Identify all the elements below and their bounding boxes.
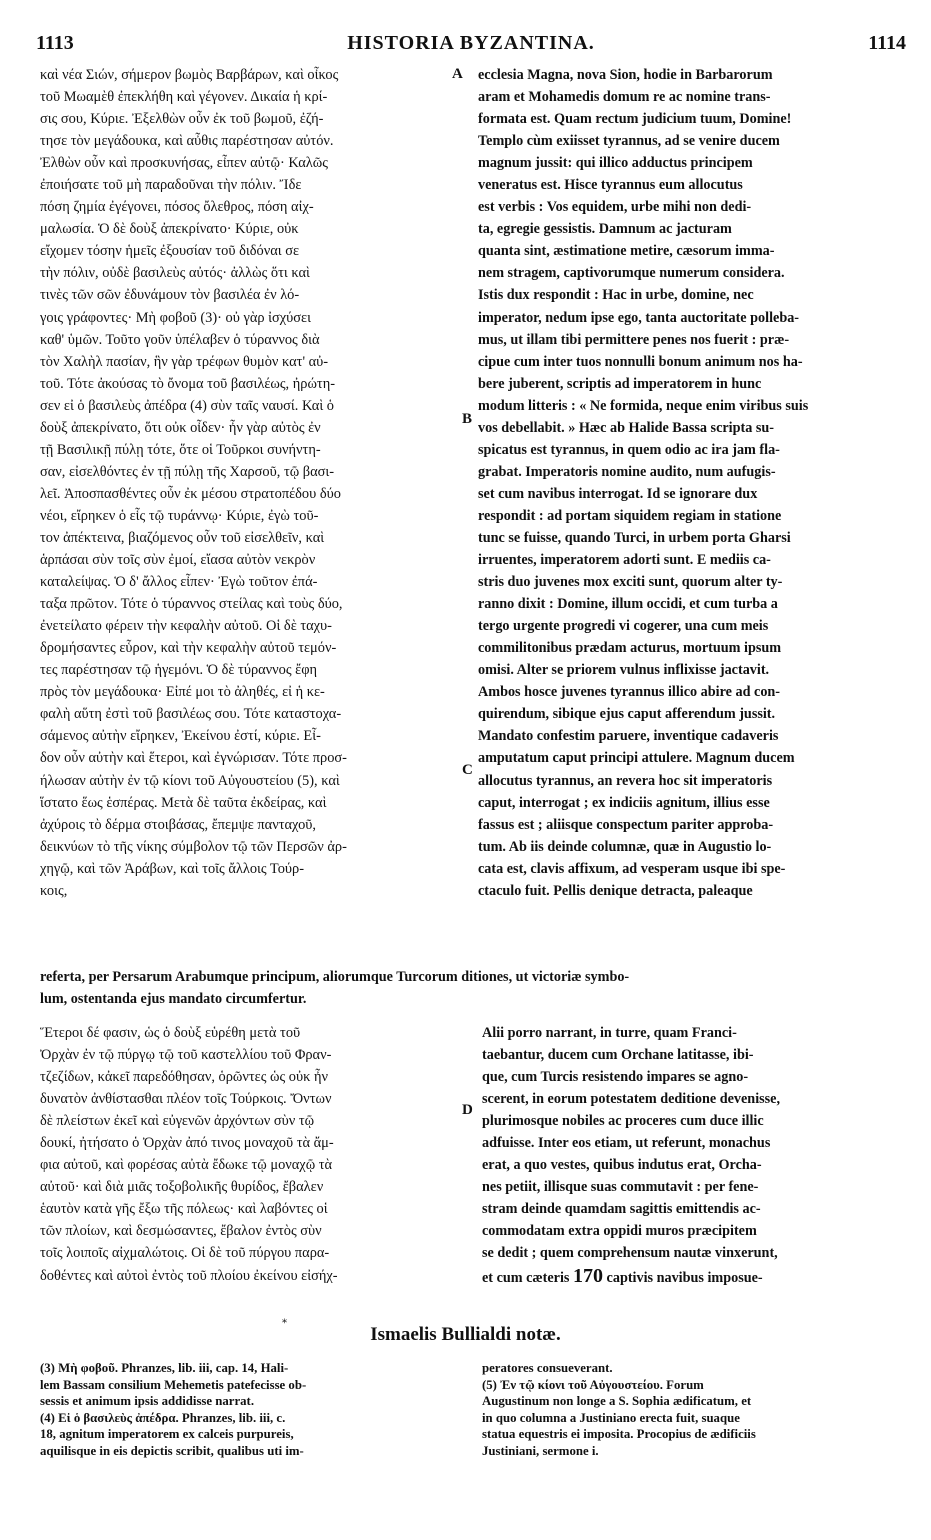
text-line: amputatum caput principi attulere. Magnum ducem [478,750,795,767]
text-line: γοις γράφοντες· Μὴ φοβοῦ (3)· οὐ γὰρ ἰσχύσει [40,309,311,326]
text-line: καθ' ὑμῶν. Τοῦτο γοῦν ὑπέλαβεν ὁ τύραννος διὰ [40,331,320,348]
margin-letter-c: C [462,762,473,778]
text-line: αὐτοῦ· καὶ διὰ μιᾶς τοξοβολικῆς θυρίδος, ἔβαλεν [40,1179,324,1196]
text-line: τοῖς λοιποῖς αἰχμαλώτοις. Οἱ δὲ τοῦ πύργου παρα- [40,1245,330,1262]
text-line: aram et Mohamedis domum re ac nomine trans- [478,89,771,106]
text-line: allocutus tyrannus, an revera hoc sit imperatoris [478,772,773,789]
note-line: (5) Ἐν τῷ κίονι τοῦ Αὐγουστείου. Forum [482,1377,704,1392]
text-line: δυνατὸν ἀνθίστασθαι πλέον τοῖς Τούρκοις. Ὄντων [40,1091,332,1108]
text-line: φαλὴ αὕτη ἐστὶ τοῦ βασιλέως σου. Τότε καταστοχα- [40,706,342,723]
note-line: 18, agnitum imperatorem ex calceis purpureis, [40,1427,294,1441]
text-line: commodatam extra oppidi muros præcipitem [482,1223,757,1240]
text-line: ctaculo fuit. Pellis denique detracta, paleaque [478,882,753,899]
note-line: Justiniani, sermone i. [482,1443,599,1458]
text-line: τησε τὸν μεγάδουκα, καὶ αὖθις παρέστησαν αὐτόν. [40,133,334,150]
text-line: σεν εἰ ὁ βασιλεὺς ἀπέδρα (4) σὺν ταῖς ναυσί. Καὶ ὁ [40,397,335,414]
text-line: κοις, [40,882,68,899]
text-line: δοὺξ ἀπεκρίνατο, ὅτι οὐκ οἶδεν· ἦν γὰρ αὐτὸς ἐν [40,419,321,436]
text-line: respondit : ad portam siquidem regiam in statione [478,507,782,524]
text-line: τοῦ. Τότε ἀκούσας τὸ ὄνομα τοῦ βασιλέως, ἠρώτη- [40,375,336,392]
text-line: τὸν Χαλὴλ πασίαν, ἣν γὰρ τρέφων θυμὸν κατ' αὐ- [40,353,329,370]
text-line: Ambos hosce juvenes tyrannus illico abire ad con- [478,684,781,701]
notes-left-column [40,1360,454,1459]
text-line: ecclesia Magna, nova Sion, hodie in Barbarorum [478,67,773,83]
text-line: Alii porro narrant, in turre, quam Franci- [482,1025,737,1041]
text-line: δρομήσαντες εὗρον, καὶ τὴν κεφαλὴν αὐτοῦ τεμόν- [40,640,337,657]
text-line: τὴν πόλιν, οὐδὲ βασιλεὺς αὐτός· ἀλλὼς ὅτι καὶ [40,265,310,282]
text-line: set cum navibus interrogat. Id se ignorare dux [478,485,758,502]
latin-column-bottom [482,1022,896,1289]
text-line: taebantur, ducem cum Orchane latitasse, ibi- [482,1047,754,1064]
text-line: Ἕτεροι δέ φασιν, ὡς ὁ δοὺξ εὑρέθη μετὰ τοῦ [40,1025,301,1041]
text-line: δοθέντες καὶ αὐτοὶ ἐντὸς τοῦ πλοίου ἐκείνου εἰσήχ- [40,1267,338,1284]
text-line: δὲ πλείστων ἐκεῖ καὶ εὐγενῶν ἀρχόντων σὺν τῷ [40,1113,315,1130]
note-line: (3) Μὴ φοβοῦ. Phranzes, lib. iii, cap. 14, Hali- [40,1361,289,1375]
text-line: grabat. Imperatoris nomine audito, num aufugis- [478,463,776,480]
text-line: χηγῷ, καὶ τῶν Ἀράβων, καὶ τοῖς ἄλλοις Τούρ- [40,860,305,877]
text-line: τῇ Βασιλικῇ πύλῃ τότε, ὅτε οἱ Τοῦρκοι συνήντη- [40,441,321,458]
latin-bottom-last-line: et cum cæteris 170 captivis navibus imposue- [482,1264,763,1287]
text-line: ἵστατο ἕως ἑσπέρας. Μετὰ δὲ ταῦτα ἐκδείρας, καὶ [40,794,327,811]
text-line: imperator, nedum ipse ego, tanta auctoritate polleba- [478,309,800,326]
text-line: Istis dux respondit : Hac in urbe, domine, nec [478,287,754,304]
text-line: tergo urgente progredi vi cogerer, una cum meis [478,618,769,635]
text-line: stram deinde quamdam sagittis emittendis ac- [482,1201,761,1218]
latin-column-top [478,64,896,902]
text-line: ta, egregie gessistis. Damnum ac jacturam [478,221,732,238]
text-line: vos debellabit. » Hæc ab Halide Bassa scripta su- [478,419,774,436]
text-line: τζεζίδων, κἀκεῖ παρεδόθησαν, ὁρῶντες ὡς οὐκ ἦν [40,1069,328,1086]
text-line: veneratus est. Hisce tyrannus eum allocutus [478,177,743,194]
text-line: formata est. Quam rectum judicium tuum, Domine! [478,111,792,128]
notes-title: Ismaelis Bullialdi notæ. [370,1324,561,1345]
text-line: omisi. Alter se priorem vulnus inflixisse jactavit. [478,662,770,679]
note-line: lem Bassam consilium Mehemetis patefecisse ob- [40,1377,307,1392]
margin-letter-d: D [462,1102,473,1118]
text-line: πόση ζημία ἐγέγονει, πόσος ὄλεθρος, πόση αἰχ- [40,199,314,216]
text-line: caput, interrogat ; ex indiciis agnitum, illius esse [478,794,770,811]
text-line: nem stragem, captivorumque numerum considera. [478,265,785,282]
text-line: ἀχύροις τὸ δέρμα στοιβάσας, ἔπεμψε πανταχοῦ, [40,816,317,833]
note-line: sessis et animum ipsis addidisse narrat. [40,1394,255,1408]
text-line: bere juberent, scriptis ad imperatorem in hunc [478,375,762,392]
text-line: καὶ νέα Σιών, σήμερον βωμὸς Βαρβάρων, καὶ οἶκος [40,67,339,83]
notes-right-column [482,1360,896,1459]
text-line: φια αὐτοῦ, καὶ φορέσας αὐτὰ ἔδωκε τῷ μοναχῷ τὰ [40,1157,333,1174]
text-line: τοῦ Μωαμὲθ ἐπεκλήθη καὶ γέγονεν. Δικαία ἡ κρί- [40,89,328,106]
note-line: (4) Εἰ ὁ βασιλεὺς ἀπέδρα. Phranzes, lib. iii, c. [40,1410,286,1425]
running-title: HISTORIA BYZANTINA. [347,32,595,54]
text-line: ταξα πρῶτον. Τότε ὁ τύραννος στείλας καὶ τοὺς δύο, [40,596,343,613]
text-line: τῶν πλοίων, καὶ δεσμώσαντες, ἔβαλον ἐντὸς σὺν [40,1223,322,1240]
text-line: δουκί, ἠτήσατο ὁ Ὀρχὰν ἀπό τινος μοναχοῦ τὰ ἄμ- [40,1135,334,1152]
notes-ornament: * [282,1318,287,1329]
text-line: que, cum Turcis resistendo impares se agno- [482,1069,749,1086]
greek-column-top [40,64,450,902]
text-line: εἴχομεν τόσην ἡμεῖς ἐξουσίαν τοῦ διδόναι σε [40,243,300,260]
text-line: μαλωσία. Ὁ δὲ δοὺξ ἀπεκρίνατο· Κύριε, οὐκ [40,221,299,238]
text-line: ήλωσαν αὐτὴν ἐν τῷ κίονι τοῦ Αὐγουστείου (5), καὶ [40,772,340,789]
greek-column-bottom [40,1022,454,1287]
note-line: statua equestris ei imposita. Procopius de ædificiis [482,1427,756,1441]
text-line: τον ἀπέκτεινα, βιαζόμενος οὖν τοῦ εἰσελθεῖν, καὶ [40,529,325,546]
text-line: πρὸς τὸν μεγάδουκα· Εἰπέ μοι τὸ ἀληθές, εἰ ἡ κε- [40,684,325,701]
text-line: est verbis : Vos equidem, urbe mihi non dedi- [478,199,752,216]
text-line: καταλείψας. Ὁ δ' ἄλλος εἶπεν· Ἐγὼ τοῦτον ἐπά- [40,574,318,591]
text-line: Mandato confestim paruere, inventique cadaveris [478,728,779,745]
full-width-line-2: lum, ostentanda ejus mandato circumfertur. [40,991,307,1007]
text-line: modum litteris : « Ne formida, neque enim viribus suis [478,397,809,414]
text-line: quanta sint, æstimatione metire, cæsorum imma- [478,243,775,260]
note-line: in quo columna a Justiniano erecta fuit, suaque [482,1410,740,1425]
text-line: tum. Ab iis deinde columnæ, quæ in Augustio lo- [478,838,772,855]
text-line: adfuisse. Inter eos etiam, ut referunt, monachus [482,1135,771,1152]
running-header [36,32,906,58]
note-line: peratores consueverant. [482,1361,613,1375]
text-line: plurimosque nobiles ac proceres cum duce illic [482,1113,764,1130]
text-line: ranno dixit : Domine, illum occidi, et cum turba a [478,596,778,613]
text-line: λεῖ. Ἀποσπασθέντες οὖν ἐκ μέσου στρατοπέδου δύο [40,485,341,502]
full-width-line-1: referta, per Persarum Arabumque principum, aliorumque Turcorum ditiones, ut victoriæ symbo- [40,969,630,985]
text-line: commilitonibus prædam acturus, mortuum ipsum [478,640,782,657]
margin-letter-a: A [452,66,463,82]
page-number-right: 1114 [868,32,906,54]
text-line: cipue cum inter tuos nonnulli bonum animum nos ha- [478,353,803,370]
text-line: σαν, εἰσελθόντες ἐν τῇ πύλῃ τῆς Χαρσοῦ, τῷ βασι- [40,463,335,480]
text-line: τες παρέστησαν τῷ ἡγεμόνι. Ὁ δὲ τύραννος ἔφη [40,662,318,679]
text-line: Ὀρχὰν ἐν τῷ πύργῳ τῷ τοῦ καστελλίου τοῦ Φραν- [40,1047,332,1064]
text-line: stris duo juvenes mox exciti sunt, quorum alter ty- [478,574,783,591]
text-line: σις σου, Κύριε. Ἐξελθὼν οὖν ἐκ τοῦ βωμοῦ, ἐζή- [40,111,324,128]
text-line: erat, a quo vestes, quibus indutus erat, Orcha- [482,1157,762,1174]
page-number-left: 1113 [36,32,74,54]
text-line: ἑαυτὸν κατὰ γῆς ἔξω τῆς πόλεως· καὶ λαβόντες οἱ [40,1201,328,1218]
text-line: irruentes, imperatorem adorti sunt. E mediis ca- [478,552,771,569]
text-line: spicatus est tyrannus, in quem odio ac ira jam fla- [478,441,780,458]
column-number-170: 170 [573,1264,603,1287]
text-line: Templo cùm exiisset tyrannus, ad se venire ducem [478,133,780,150]
text-line: σάμενος αὐτὴν εἴρηκεν, Ἐκείνου ἐστί, κύριε. Εἶ- [40,728,321,745]
text-line: tunc se fuisse, quando Turci, in urbem porta Gharsi [478,529,791,546]
text-line: scerent, in eorum potestatem deditione devenisse, [482,1091,781,1108]
text-line: quirendum, sibique ejus caput afferendum jussit. [478,706,776,723]
text-line: magnum jussit: qui illico adductus principem [478,155,753,172]
text-line: ἐποιήσατε τοῦ μὴ παραδοῦναι τὴν πόλιν. Ἴδε [40,177,302,194]
text-line: ἁρπάσαι σὺν τοῖς σὺν ἐμοί, εἴασα αὐτὸν νεκρὸν [40,552,316,569]
text-line: νέοι, εἴρηκεν ὁ εἷς τῷ τυράννῳ· Κύριε, ἐγὼ τοῦ- [40,507,319,524]
text-line: se dedit ; quem comprehensum nautæ vinxerunt, [482,1245,778,1262]
text-line: τινὲς τῶν σῶν ἐδυνάμουν τὸν βασιλέα ἐν λό- [40,287,300,304]
margin-letter-b: B [462,411,473,427]
text-line: nes petiit, illisque suas commutavit : per fene- [482,1179,759,1196]
text-line: ἐνετείλατο φέρειν τὴν κεφαλὴν αὐτοῦ. Οἱ δὲ ταχυ- [40,618,332,635]
text-line: mus, ut illam tibi permittere penes nos fuerit : præ- [478,331,790,348]
text-line: δον οὖν αὐτὴν καὶ ἕτεροι, καὶ ἐγνώρισαν. Τότε προσ- [40,750,347,767]
note-line: aquilisque in eis depictis scribit, qualibus uti im- [40,1443,304,1458]
text-line: Ἐλθὼν οὖν καὶ προσκυνήσας, εἶπεν αὐτῷ· Καλῶς [40,155,328,172]
text-line: δεικνύων τὸ τῆς νίκης σύμβολον τῷ τῶν Περσῶν ἀρ- [40,838,347,855]
text-line: fassus est ; aliisque conspectum pariter approba- [478,816,774,833]
text-line: cata est, clavis affixum, ad vesperam usque ibi spe- [478,860,786,877]
note-line: Augustinum non longe a S. Sophia ædificatum, et [482,1394,752,1408]
